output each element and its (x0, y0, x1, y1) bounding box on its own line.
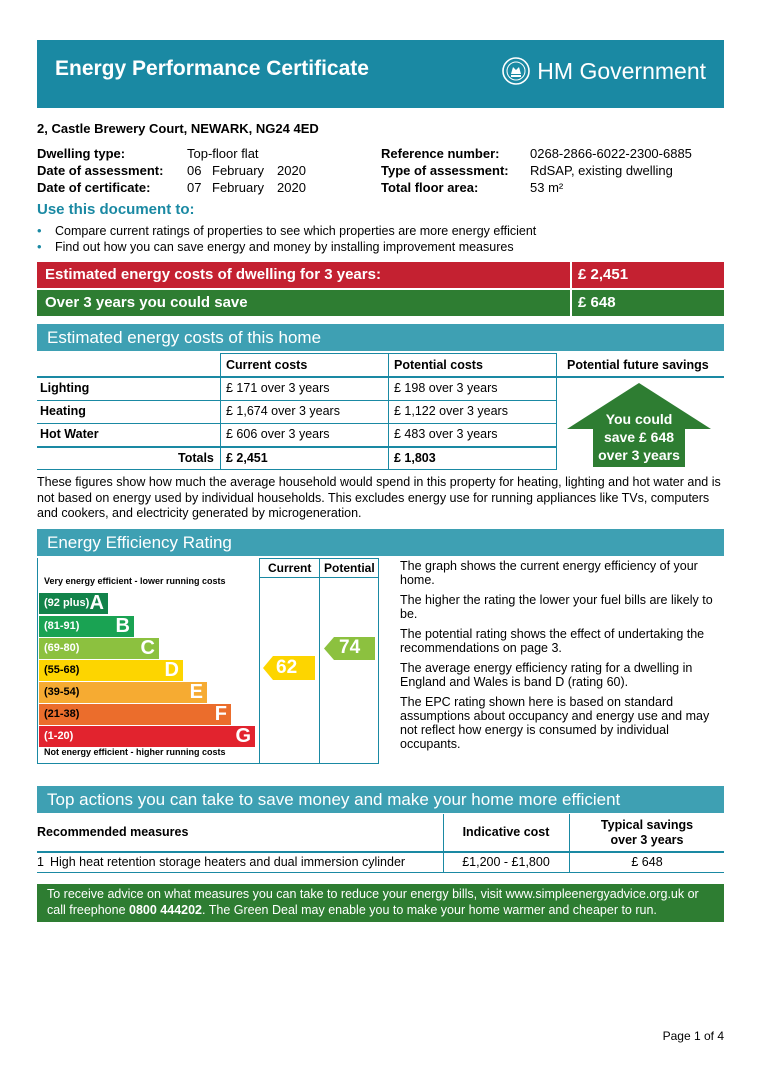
band-letter: E (189, 681, 203, 703)
footer-text-after: . The Green Deal may enable you to make your home warmer and cheaper to run. (202, 903, 657, 917)
estimated-costs-bar (37, 262, 724, 288)
table-line (556, 353, 557, 470)
bar-divider (570, 262, 572, 288)
rating-section-title: Energy Efficiency Rating (47, 533, 232, 552)
rating-paragraph: The higher the rating the lower your fuel bills are likely to be. (400, 593, 713, 621)
property-address: 2, Castle Brewery Court, NEWARK, NG24 4ED (37, 121, 319, 136)
date-assessment-year: 2020 (277, 163, 306, 178)
use-document-title: Use this document to: (37, 201, 195, 218)
band-g (39, 726, 255, 747)
dwelling-type-value: Top-floor flat (187, 146, 259, 161)
date-assessment-day: 06 (187, 163, 202, 178)
reference-value: 0268-2866-6022-2300-6885 (530, 146, 692, 161)
row-lighting-label: Lighting (40, 381, 90, 395)
certificate-header (37, 40, 724, 108)
band-letter: G (235, 725, 251, 747)
assessment-type-value: RdSAP, existing dwelling (530, 163, 673, 178)
band-range: (55-68) (44, 664, 80, 676)
date-certificate-month: February (212, 180, 265, 195)
table-line (37, 851, 724, 853)
potential-rating-value: 74 (339, 637, 361, 658)
savings-arrow-line: over 3 years (598, 447, 680, 463)
band-a (39, 593, 108, 614)
savings-arrow-line: You could (605, 411, 673, 427)
not-efficient-note: Not energy efficient - higher running costs (44, 747, 226, 757)
table-line (388, 353, 389, 470)
hm-government-logo (501, 56, 706, 86)
row-hotwater-current: £ 606 over 3 years (226, 427, 330, 441)
table-line (220, 353, 221, 470)
band-d (39, 660, 183, 681)
page-number: Page 1 of 4 (662, 1029, 724, 1043)
table-line (37, 469, 557, 470)
hm-government-text: HM Government (537, 57, 706, 84)
measure-cost: £1,200 - £1,800 (462, 855, 550, 869)
very-efficient-note: Very energy efficient - lower running costs (44, 576, 226, 586)
rating-paragraph: The potential rating shows the effect of undertaking the recommendations on page 3. (400, 627, 705, 655)
col-typical-savings: Typical savings (600, 818, 694, 832)
actions-section-header (37, 786, 724, 813)
band-range: (39-54) (44, 686, 80, 698)
band-letter: A (89, 592, 104, 614)
measure-saving: £ 648 (631, 855, 663, 869)
rating-explanation (400, 559, 723, 757)
date-certificate-year: 2020 (277, 180, 306, 195)
band-range: (69-80) (44, 642, 80, 654)
bar-divider (570, 290, 572, 316)
reference-label: Reference number: (381, 146, 500, 161)
savings-arrow-line: save £ 648 (603, 429, 675, 445)
floor-area-label: Total floor area: (381, 180, 479, 195)
chart-col-line (319, 558, 320, 764)
date-certificate-label: Date of certificate: (37, 180, 151, 195)
actions-section-title: Top actions you can take to save money and make your home more efficient (47, 790, 621, 809)
advice-footer (37, 884, 724, 922)
floor-area-value: 53 m² (530, 180, 564, 195)
band-range: (21-38) (44, 708, 80, 720)
savings-arrow-text (567, 410, 711, 464)
row-hotwater-potential: £ 483 over 3 years (394, 427, 498, 441)
potential-savings-label: Over 3 years you could save (45, 294, 248, 311)
table-line (37, 376, 724, 378)
date-assessment-month: February (212, 163, 265, 178)
bullet-dot-icon: • (37, 239, 42, 254)
bullet-dot-icon: • (37, 223, 42, 238)
row-lighting-potential: £ 198 over 3 years (394, 381, 498, 395)
rating-paragraph: The EPC rating shown here is based on standard assumptions about occupancy and energy use and may not reflect how energy is consumed by individual occupants. (400, 695, 710, 751)
current-rating-value: 62 (276, 657, 298, 678)
band-b (39, 616, 134, 637)
use-bullet-2 (37, 239, 514, 254)
footer-text-before: To receive advice on what measures you can take to reduce your energy bills, visit www.simpleenergyadvice.org.uk or call freephone (47, 887, 699, 917)
band-c (39, 638, 159, 659)
col-current-costs: Current costs (226, 358, 308, 372)
use-bullet-text: Find out how you can save energy and money by installing improvement measures (55, 240, 514, 254)
band-letter: B (115, 615, 130, 637)
col-potential-rating: Potential (324, 561, 375, 575)
measure-description: High heat retention storage heaters and dual immersion cylinder (50, 855, 406, 869)
band-f (39, 704, 231, 725)
band-e (39, 682, 207, 703)
use-bullet-text: Compare current ratings of properties to see which properties are more energy efficient (55, 224, 537, 238)
totals-current: £ 2,451 (226, 451, 268, 465)
rating-section-header (37, 529, 724, 556)
table-line (37, 872, 724, 873)
use-bullet-1 (37, 223, 536, 238)
rating-paragraph: The graph shows the current energy efficiency of your home. (400, 559, 698, 587)
band-range: (81-91) (44, 620, 80, 632)
figures-explanation: These figures show how much the average household would spend in this property for heating, lighting and hot water and is not based on energy used by individual households. This excludes energy use for running appliances like TVs, computers and cookers, and electricity generated by microgeneration. (37, 475, 721, 520)
col-current-rating: Current (268, 561, 312, 575)
footer-phone: 0800 444202 (129, 903, 203, 917)
totals-label: Totals (178, 451, 214, 465)
band-range: (92 plus) (44, 597, 90, 609)
potential-savings-bar (37, 290, 724, 316)
table-line (37, 446, 557, 448)
band-letter: F (214, 703, 227, 725)
band-range: (1-20) (44, 730, 74, 742)
royal-crest-icon (501, 56, 531, 86)
assessment-type-label: Type of assessment: (381, 163, 509, 178)
col-future-savings: Potential future savings (567, 358, 709, 372)
row-heating-potential: £ 1,122 over 3 years (394, 404, 508, 418)
col-potential-costs: Potential costs (394, 358, 483, 372)
band-letter: D (164, 659, 179, 681)
costs-section-header (37, 324, 724, 351)
dwelling-type-label: Dwelling type: (37, 146, 126, 161)
table-line (37, 423, 557, 424)
row-hotwater-label: Hot Water (40, 427, 99, 441)
totals-potential: £ 1,803 (394, 451, 436, 465)
potential-savings-value: £ 648 (578, 294, 616, 311)
table-line (37, 400, 557, 401)
costs-section-title: Estimated energy costs of this home (47, 328, 322, 347)
row-heating-current: £ 1,674 over 3 years (226, 404, 340, 418)
certificate-title: Energy Performance Certificate (55, 57, 369, 80)
row-lighting-current: £ 171 over 3 years (226, 381, 330, 395)
estimated-costs-value: £ 2,451 (578, 266, 629, 283)
date-certificate-day: 07 (187, 180, 202, 195)
row-heating-label: Heating (40, 404, 86, 418)
col-typical-savings-sub: over 3 years (610, 833, 684, 847)
col-indicative-cost: Indicative cost (462, 825, 550, 839)
chart-col-line (259, 558, 260, 764)
rating-paragraph: The average energy efficiency rating for a dwelling in England and Wales is band D (rating 60). (400, 661, 693, 689)
band-letter: C (140, 637, 155, 659)
date-assessment-label: Date of assessment: (37, 163, 164, 178)
estimated-costs-label: Estimated energy costs of dwelling for 3 years: (45, 266, 381, 283)
measure-number: 1 (37, 855, 44, 869)
col-recommended-measures: Recommended measures (37, 825, 189, 839)
